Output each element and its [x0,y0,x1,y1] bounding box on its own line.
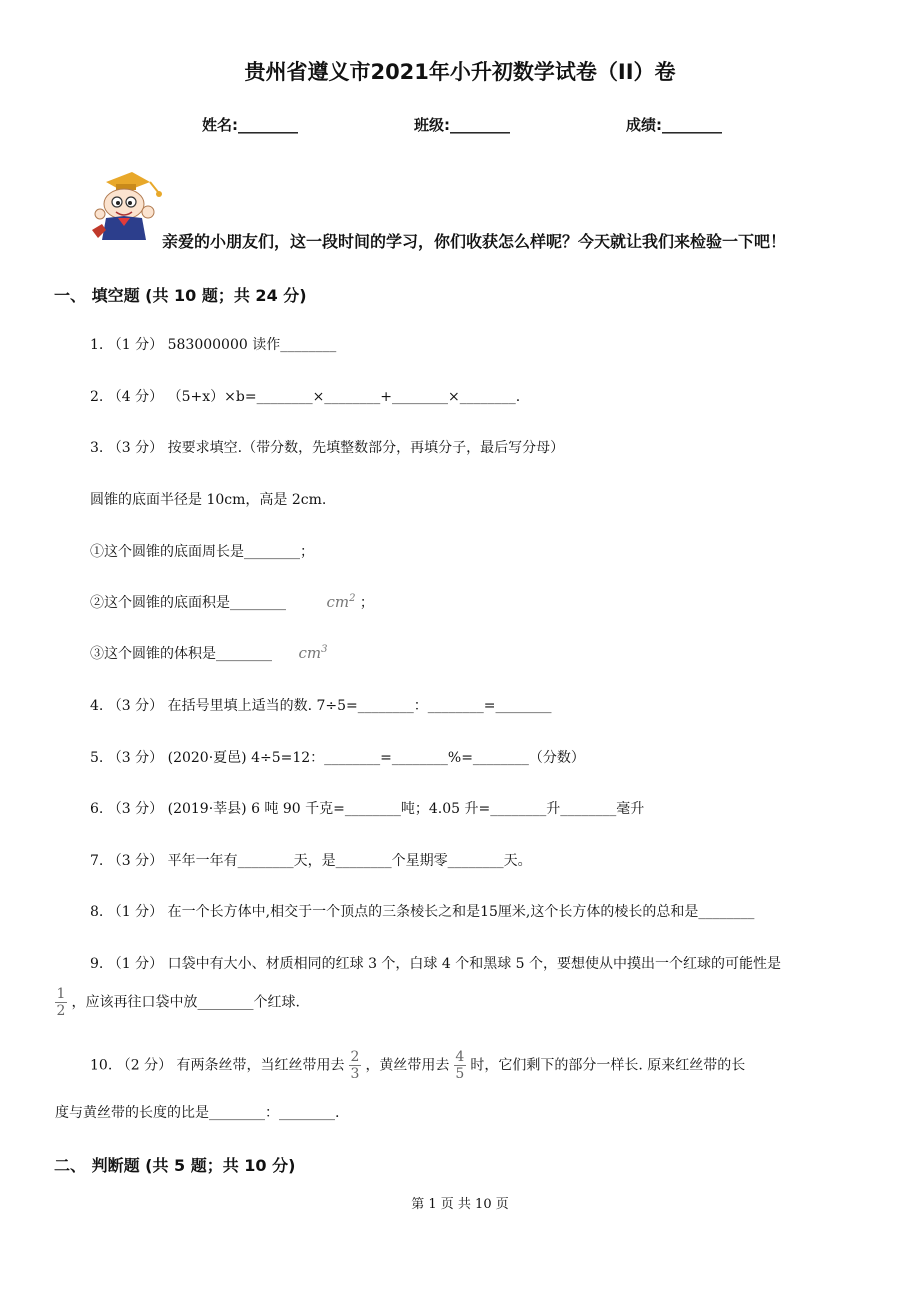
question-10-continued: 度与黄丝带的长度的比是________：________. [55,1105,340,1121]
mascot-doctor-illustration [88,168,168,246]
fraction-two-thirds [349,1049,361,1082]
question-10-part-a: 10. （2 分） 有两条丝带，当红丝带用去 [90,1057,345,1074]
unit-square-exponent: 2 [349,593,356,604]
question-3-line-2: ①这个圆锥的底面周长是________； [90,544,314,560]
question-3-line-1: 圆锥的底面半径是 10cm，高是 2cm. [90,492,327,508]
unit-square-cm [326,593,355,611]
question-7: 7. （3 分） 平年一年有________天，是________个星期零________天。 [90,853,532,869]
unit-cubic-cm [298,644,327,662]
fraction-four-fifths [454,1049,466,1082]
fraction-one-half [55,986,67,1019]
question-3-line-4 [90,643,327,663]
unit-cm-text: cm [326,593,350,611]
question-3-line-4-text: ③这个圆锥的体积是________ [90,646,272,662]
question-3: 3. （3 分） 按要求填空.（带分数，先填整数部分，再填分子，最后写分母） [90,440,565,456]
question-6: 6. （3 分） (2019·莘县) 6 吨 90 千克=________吨；4.05 升=________升________毫升 [90,801,645,817]
fraction-denominator: 5 [455,1066,465,1082]
score-field-label: 成绩:________ [626,116,722,134]
question-10-part-b: ，黄丝带用去 [365,1057,450,1074]
unit-cubic-exponent: 3 [321,644,328,655]
question-9-tail: ，应该再往口袋中放________个红球. [71,994,300,1011]
question-9-continued [55,986,300,1019]
section-fill-in-title: 一、 填空题 (共 10 题；共 24 分) [54,286,307,305]
fraction-numerator: 4 [455,1049,465,1065]
page-footer: 第 1 页 共 10 页 [411,1197,509,1212]
question-10-part-c: 时，它们剩下的部分一样长. 原来红丝带的长 [470,1057,746,1074]
name-field-label: 姓名:________ [202,116,298,134]
class-field-label: 班级:________ [414,116,510,134]
unit-cm-text-2: cm [298,644,322,662]
question-8: 8. （1 分） 在一个长方体中,相交于一个顶点的三条棱长之和是15厘米,这个长方体的棱长的总和是________ [90,904,755,920]
question-3-line-3-tail: ； [359,595,374,611]
question-2: 2. （4 分） （5+x）×b=________×________+________×________. [90,389,521,405]
greeting-text: 亲爱的小朋友们，这一段时间的学习，你们收获怎么样呢？今天就让我们来检验一下吧！ [162,232,787,251]
question-1: 1. （1 分） 583000000 读作________ [90,337,337,353]
question-3-line-3-text: ②这个圆锥的底面积是________ [90,595,286,611]
question-5: 5. （3 分） (2020·夏邑) 4÷5=12：________=________%=________（分数） [90,750,585,766]
section-true-false-title: 二、 判断题 (共 5 题；共 10 分) [54,1156,296,1175]
question-4: 4. （3 分） 在括号里填上适当的数. 7÷5=________：________=________ [90,698,552,714]
question-10 [90,1049,745,1082]
fraction-numerator: 2 [350,1049,360,1065]
fraction-numerator: 1 [56,986,66,1002]
question-3-line-3 [90,592,374,612]
page-title: 贵州省遵义市2021年小升初数学试卷（II）卷 [244,60,676,84]
question-9: 9. （1 分） 口袋中有大小、材质相同的红球 3 个，白球 4 个和黑球 5 个，要想使从中摸出一个红球的可能性是 [90,956,782,972]
fraction-denominator: 3 [350,1066,360,1082]
fraction-denominator: 2 [56,1003,66,1019]
